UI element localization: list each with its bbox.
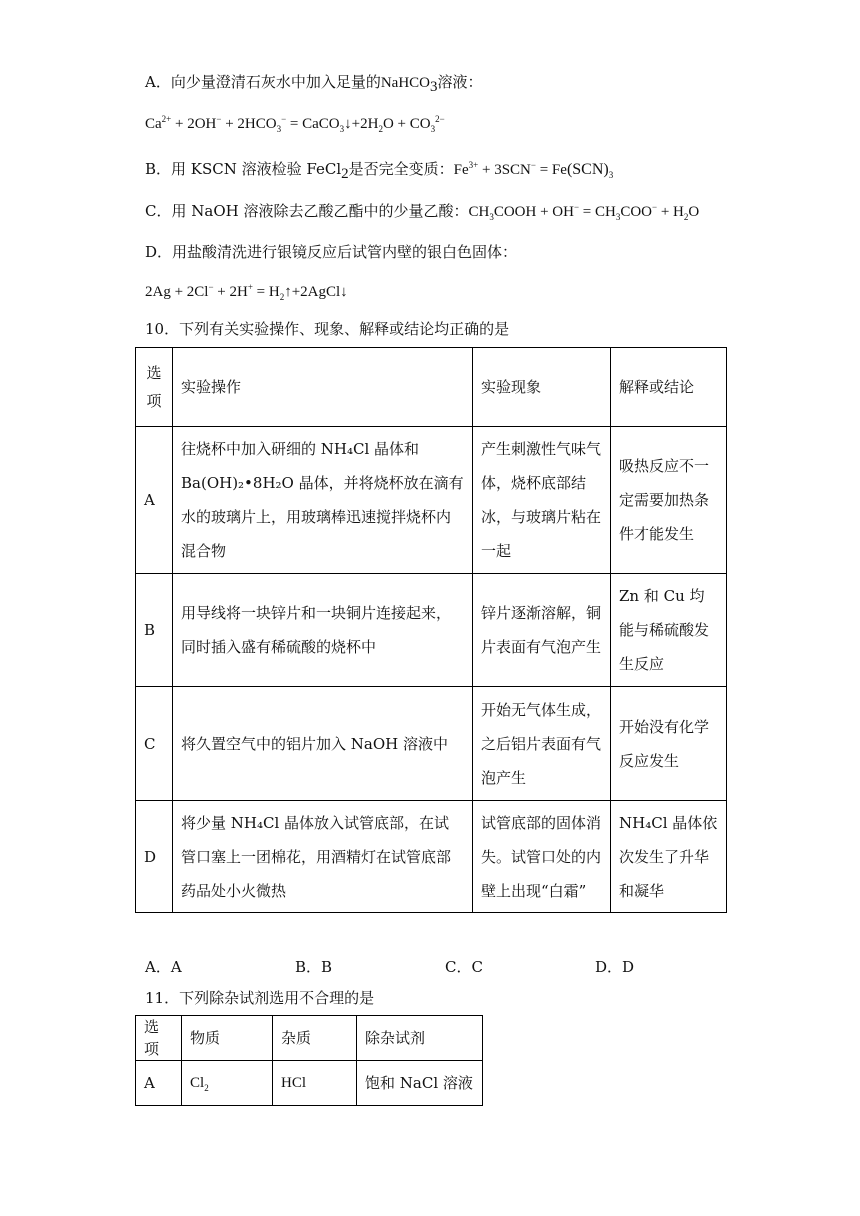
q9-equation-b: $Fe^{3+} + 3SCN^- = Fe(SCN)_3$: [453, 160, 614, 180]
table-header-cell: 物质: [182, 1016, 273, 1061]
q9-option-a: A．向少量澄清石灰水中加入足量的NaHCO$_3$溶液：: [145, 73, 483, 95]
q11-stem: 11．下列除杂试剂选用不合理的是: [145, 989, 375, 1007]
choice-d[interactable]: D．D: [595, 958, 635, 976]
table-header-row: [136, 1016, 483, 1061]
choice-b[interactable]: B．B: [295, 958, 333, 976]
table-row: D 将少量 NH₄Cl 晶体放入试管底部，在试管口塞上一团棉花，用酒精灯在试管底部药品处小火微热 试管底部的固体消失。试管口处的内壁上出现“白霜” NH₄Cl 晶体依次发生了升华和凝华: [136, 801, 727, 913]
q9-equation-d: $2Ag + 2Cl^- + 2H^+ = H_2↑+2AgCl↓$: [145, 282, 348, 302]
table-header-row: [136, 348, 727, 427]
table-header-cell: 选项: [136, 1016, 182, 1061]
table-header-cell: 实验操作: [173, 348, 473, 427]
table-row: A $Cl_2$ HCl 饱和 NaCl 溶液: [136, 1061, 483, 1106]
table-row: B 用导线将一块锌片和一块铜片连接起来，同时插入盛有稀硫酸的烧杯中 锌片逐渐溶解，铜片表面有气泡产生 Zn 和 Cu 均能与稀硫酸发生反应: [136, 574, 727, 687]
table-header-cell: 解释或结论: [611, 348, 727, 427]
q9-option-d: D．用盐酸清洗进行银镜反应后试管内壁的银白色固体：: [145, 243, 518, 261]
table-header-cell: 除杂试剂: [357, 1016, 483, 1061]
q10-stem: 10．下列有关实验操作、现象、解释或结论均正确的是: [145, 320, 510, 338]
q11-table: [135, 1015, 483, 1106]
choice-c[interactable]: C．C: [445, 958, 483, 976]
q9-option-c: C．用 NaOH 溶液除去乙酸乙酯中的少量乙酸：$CH_3COOH + OH^- = CH_3COO^- + H_2O$: [145, 202, 700, 222]
table-header-cell: 杂质: [273, 1016, 357, 1061]
table-row: A 往烧杯中加入研细的 NH₄Cl 晶体和 Ba(OH)₂•8H₂O 晶体，并将烧杯放在滴有水的玻璃片上，用玻璃棒迅速搅拌烧杯内混合物 产生刺激性气味气体，烧杯底部结冰，与玻璃片粘在一起 吸热反应不一定需要加热条件才能发生: [136, 427, 727, 574]
q9-equation-c: $CH_3COOH + OH^- = CH_3COO^- + H_2O$: [468, 202, 700, 222]
choice-a[interactable]: A．A: [145, 958, 182, 976]
table-header-cell: 选 项: [136, 348, 173, 427]
q9-option-b: B．用 KSCN 溶液检验 FeCl$_2$是否完全变质：$Fe^{3+} + 3SCN^- = Fe(SCN)_3$: [145, 160, 614, 182]
q9-equation-a: $Ca^{2+} + 2OH^- + 2HCO_3^-$ = $CaCO_3↓+2H_2O + CO_3^{2-}$: [145, 114, 445, 134]
q10-table: [135, 347, 727, 913]
table-header-cell: 实验现象: [473, 348, 611, 427]
table-row: C 将久置空气中的铝片加入 NaOH 溶液中 开始无气体生成，之后铝片表面有气泡产生 开始没有化学反应发生: [136, 687, 727, 801]
